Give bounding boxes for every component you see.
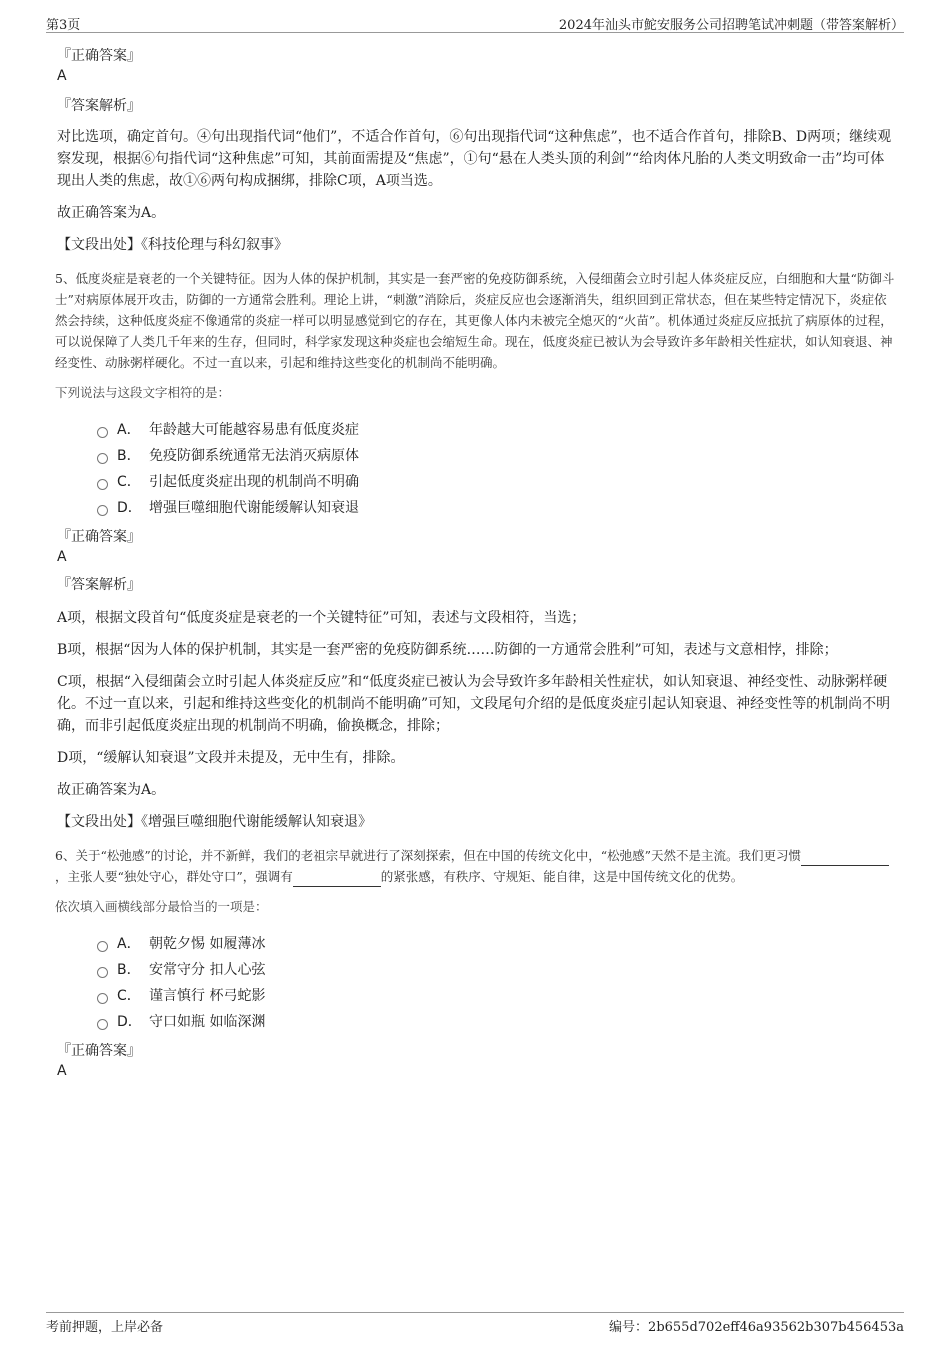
page-header [46, 14, 904, 33]
analysis-d: D项，“缓解认知衰退”文段并未提及，无中生有，排除。 [57, 750, 405, 766]
analysis-tag: 『答案解析』 [57, 98, 141, 114]
document-code: 编号：2b655d702eff46a93562b307b456453a [609, 1320, 904, 1335]
fill-blank-1 [801, 851, 889, 866]
source-citation: 【文段出处】《科技伦理与科幻叙事》 [57, 237, 288, 253]
radio-icon[interactable] [97, 453, 108, 464]
option-b[interactable]: B． 免疫防御系统通常无法消灭病原体 [97, 443, 897, 469]
conclusion: 故正确答案为A。 [57, 205, 166, 221]
question-5-options [97, 417, 897, 521]
analysis-tag: 『答案解析』 [57, 577, 141, 593]
answer-value: A [57, 68, 67, 84]
source-citation: 【文段出处】《增强巨噬细胞代谢能缓解认知衰退》 [57, 814, 372, 830]
analysis-text: 对比选项，确定首句。④句出现指代词“他们”，不适合作首句，⑥句出现指代词“这种焦虑”，也不适合作首句，排除B、D两项；继续观察发现，根据⑥句指代词“这种焦虑”可知，其前面需提及“焦虑”，①句“悬在人类头顶的利剑”“给肉体凡胎的人类文明致命一击”均可体现出人类的焦虑，故①⑥两句构成捆绑，排除C项，A项当选。 [57, 129, 892, 189]
radio-icon[interactable] [97, 1019, 108, 1030]
question-5-prompt: 下列说法与这段文字相符的是： [55, 385, 231, 400]
option-c[interactable]: C． 谨言慎行 杯弓蛇影 [97, 983, 897, 1009]
option-d[interactable]: D． 增强巨噬细胞代谢能缓解认知衰退 [97, 495, 897, 521]
document-title: 2024年汕头市鮀安服务公司招聘笔试冲刺题（带答案解析） [558, 18, 904, 33]
document-body [57, 46, 897, 1089]
radio-icon[interactable] [97, 505, 108, 516]
page-number: 第3页 [46, 18, 81, 33]
radio-icon[interactable] [97, 967, 108, 978]
answer-tag: 『正确答案』 [57, 48, 141, 64]
radio-icon[interactable] [97, 993, 108, 1004]
question-6-text: 6、关于“松弛感”的讨论，并不新鲜，我们的老祖宗早就进行了深刻探索，但在中国的传统文化中，“松弛感”天然不是主流。我们更习惯，主张人要“独处守心，群处守口”，强调有 的紧张感，有秩序、守规矩、能自律，这是中国传统文化的优势。 [55, 845, 897, 887]
radio-icon[interactable] [97, 479, 108, 490]
analysis-a: A项，根据文段首句“低度炎症是衰老的一个关键特征”可知，表述与文段相符，当选； [57, 610, 586, 626]
option-a[interactable]: A． 年龄越大可能越容易患有低度炎症 [97, 417, 897, 443]
footer-slogan: 考前押题，上岸必备 [46, 1320, 164, 1335]
option-d[interactable]: D． 守口如瓶 如临深渊 [97, 1009, 897, 1035]
answer-tag: 『正确答案』 [57, 1043, 141, 1059]
answer-tag: 『正确答案』 [57, 529, 141, 545]
option-a[interactable]: A． 朝乾夕惕 如履薄冰 [97, 931, 897, 957]
question-5-text: 5、低度炎症是衰老的一个关键特征。因为人体的保护机制，其实是一套严密的免疫防御系统，入侵细菌会立时引起人体炎症反应，白细胞和大量“防御斗士”对病原体展开攻击，防御的一方通常会胜利。理论上讲，“刺激”消除后，炎症反应也会逐渐消失，组织回到正常状态，但在某些特定情况下，炎症依然会持续，这种低度炎症不像通常的炎症一样可以明显感觉到它的存在，其更像人体内未被完全熄灭的“火苗”。机体通过炎症反应抵抗了病原体的过程，可以说保障了人类几千年来的生存，但同时，科学家发现这种炎症也会缩短生命。现在，低度炎症已被认为会导致许多年龄相关性症状，如认知衰退、神经变性、动脉粥样硬化。不过一直以来，引起和维持这些变化的机制尚不能明确。 [55, 271, 895, 370]
fill-blank-2 [293, 872, 381, 887]
analysis-b: B项，根据“因为人体的保护机制，其实是一套严密的免疫防御系统……防御的一方通常会胜利”可知，表述与文意相悖，排除； [57, 642, 838, 658]
conclusion: 故正确答案为A。 [57, 782, 166, 798]
option-c[interactable]: C． 引起低度炎症出现的机制尚不明确 [97, 469, 897, 495]
question-6-prompt: 依次填入画横线部分最恰当的一项是： [55, 899, 268, 914]
option-b[interactable]: B． 安常守分 扣人心弦 [97, 957, 897, 983]
answer-value: A [57, 549, 67, 565]
page-footer [46, 1312, 904, 1336]
analysis-c: C项，根据“入侵细菌会立时引起人体炎症反应”和“低度炎症已被认为会导致许多年龄相关性症状，如认知衰退、神经变性、动脉粥样硬化。不过一直以来，引起和维持这些变化的机制尚不能明确”可知，文段尾句介绍的是低度炎症引起认知衰退、神经变性等的机制尚不明确，而非引起低度炎症出现的机制尚不明确，偷换概念，排除； [57, 674, 891, 734]
radio-icon[interactable] [97, 427, 108, 438]
question-6-options [97, 931, 897, 1035]
radio-icon[interactable] [97, 941, 108, 952]
answer-value: A [57, 1063, 67, 1079]
